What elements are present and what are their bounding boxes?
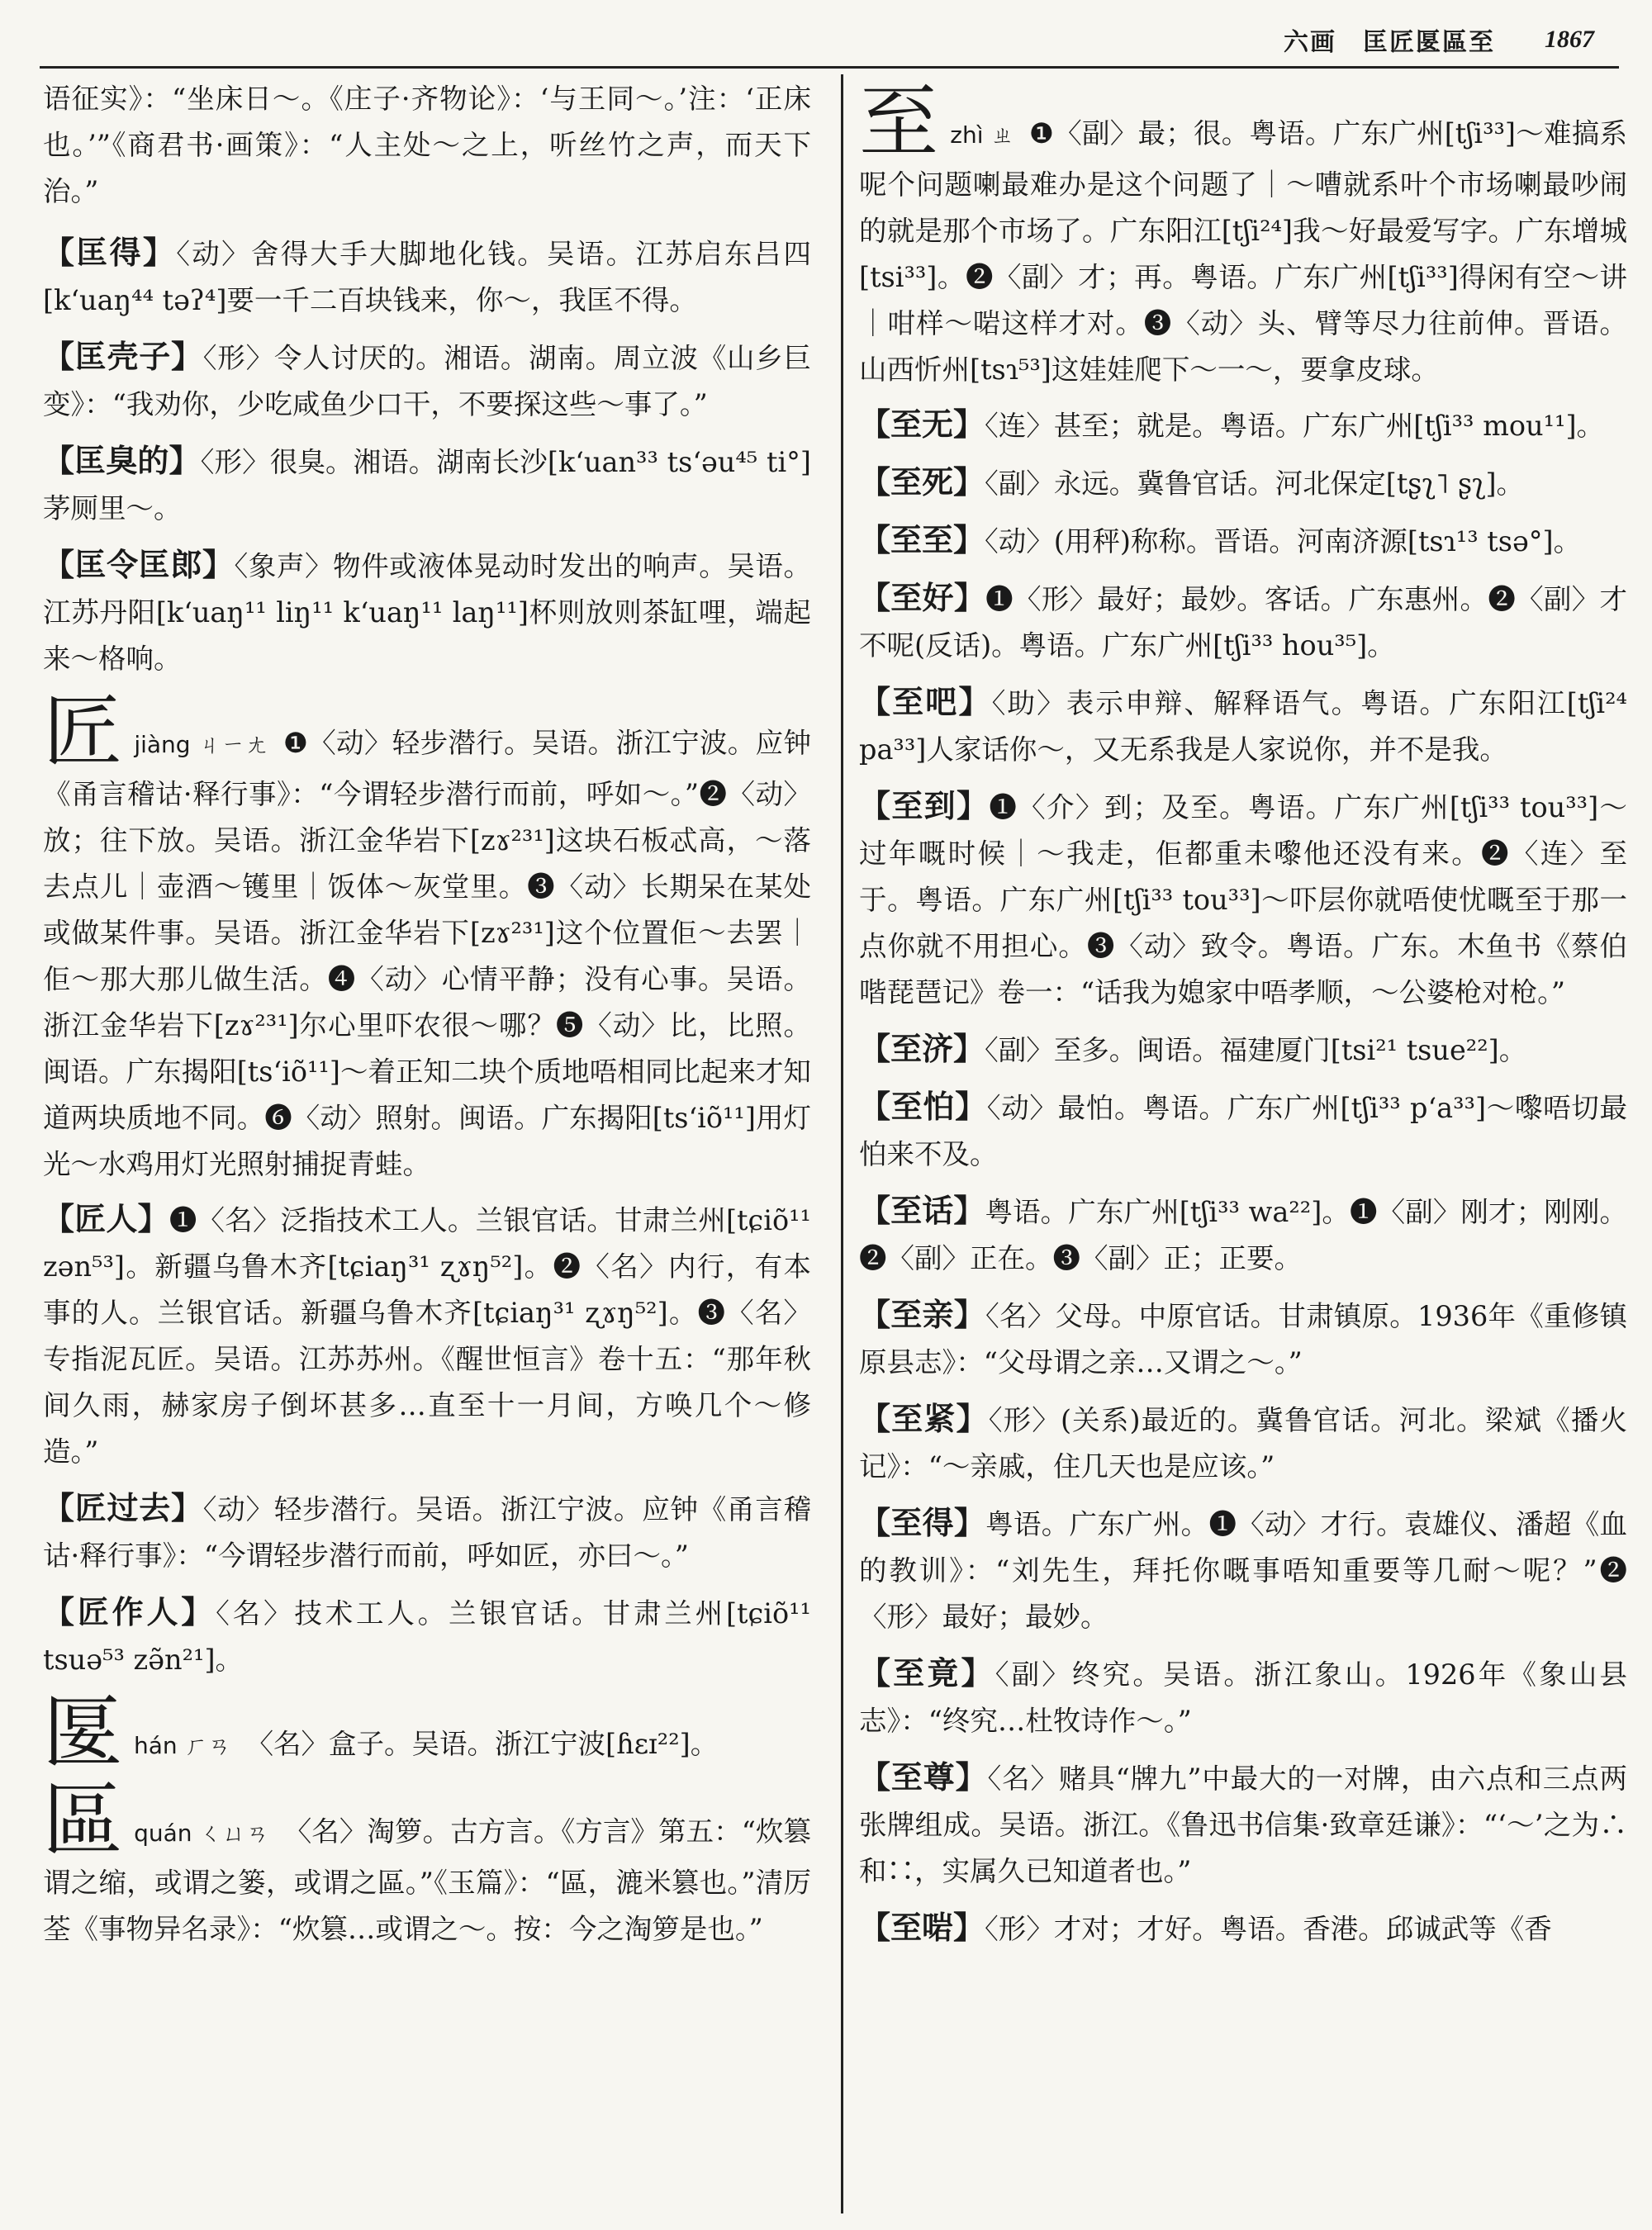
character-entry-zhi <box>859 76 1627 393</box>
pinyin: zhì ㄓ <box>950 121 1014 149</box>
head-character: 匠 <box>43 686 123 778</box>
entry <box>43 1485 811 1579</box>
entry-headword: 【匡臭的】 <box>43 442 201 479</box>
entry <box>859 1754 1627 1895</box>
entry-headword: 【至亲】 <box>859 1296 985 1333</box>
entry-body: 〈形〉才对；才好。粤语。香港。邱诚武等《香 <box>985 1913 1552 1945</box>
character-body: ❶〈副〉最；很。粤语。广东广州[tʃi³³]～难搞系呢个问题喇最难办是这个问题了｜～嘈就系叶个市场喇最吵闹的就是那个市场了。广东阳江[tʃi²⁴]我～好最爱写字。广东增城[tsi³³]。❷〈副〉才；再。粤语。广东广州[tʃi³³]得闲有空～讲｜咁样～啱这样才对。❸〈动〉头、臂等尽力往前伸。晋语。山西忻州[tsɿ⁵³]这娃娃爬下～一～，要拿皮球。 <box>859 117 1627 386</box>
head-character: 匽 <box>43 1687 122 1779</box>
entry <box>859 1396 1627 1490</box>
entry <box>859 517 1627 565</box>
entry <box>859 1292 1627 1386</box>
head-character: 至 <box>859 76 939 168</box>
entry <box>859 1026 1627 1074</box>
entry <box>43 438 811 532</box>
entry-body: 〈名〉技术工人。兰银官话。甘肃兰州[tɕiõ¹¹ tsuə⁵³ zə̃n²¹]。 <box>43 1597 811 1676</box>
entry-body: 〈象声〉物件或液体晃动时发出的响声。吴语。江苏丹阳[k‘uaŋ¹¹ liŋ¹¹ k‘uaŋ¹¹ laŋ¹¹]杯则放则茶缸哩，端起来～格响。 <box>43 550 811 675</box>
entry-headword: 【至尊】 <box>859 1758 988 1796</box>
entry-headword: 【至得】 <box>859 1504 986 1541</box>
entry <box>859 783 1627 1016</box>
head-character: 區 <box>43 1774 123 1867</box>
entry <box>43 334 811 428</box>
entry-body: ❶〈形〉最好；最妙。客话。广东惠州。❷〈副〉才不呢(反话)。粤语。广东广州[tʃi³³ hou³⁵]。 <box>859 583 1627 662</box>
entry-headword: 【匡壳子】 <box>43 338 203 375</box>
entry-body: 粤语。广东广州[tʃi³³ wa²²]。❶〈副〉刚才；刚刚。❷〈副〉正在。❸〈副〉正；正要。 <box>859 1196 1627 1274</box>
pinyin: hán ㄏㄢ <box>134 1732 231 1759</box>
column-divider <box>841 74 843 2213</box>
entry-headword: 【至死】 <box>859 463 985 501</box>
left-column <box>43 76 811 2215</box>
entry <box>43 1589 811 1683</box>
character-body: 〈名〉盒子。吴语。浙江宁波[ɦɛɪ²²]。 <box>245 1728 719 1760</box>
entry-body: 〈形〉很臭。湘语。湖南长沙[k‘uan³³ ts‘əu⁴⁵ ti°]茅厕里～。 <box>43 446 811 524</box>
entry <box>859 1500 1627 1640</box>
entry <box>859 459 1627 507</box>
entry-body: 〈副〉永远。冀鲁官话。河北保定[tʂʅ˥ ʂʅ]。 <box>985 467 1525 500</box>
entry-body: 〈形〉令人讨厌的。湘语。湖南。周立波《山乡巨变》：“我劝你，少吃咸鱼少口干，不要探这些～事了。” <box>43 342 811 420</box>
entry-headword: 【匡得】 <box>43 234 177 271</box>
entry-body: 〈动〉最怕。粤语。广东广州[tʃi³³ p‘a³³]～嚟唔切最怕来不及。 <box>859 1092 1627 1170</box>
entry-body: 〈动〉(用秤)称称。晋语。河南济源[tsɿ¹³ tsə°]。 <box>985 525 1582 558</box>
entry-body: ❶〈介〉到；及至。粤语。广东广州[tʃi³³ tou³³]～过年嘅时候｜～我走，佢都重未嚟他还没有来。❷〈连〉至于。粤语。广东广州[tʃi³³ tou³³]～吓层你就唔使忧嘅至于那一点你就不用担心。❸〈动〉致令。粤语。广东。木鱼书《蔡伯喈琵琶记》卷一：“话我为媳家中唔孝顺，～公婆枪对枪。” <box>859 791 1627 1008</box>
character-entry-han <box>43 1687 811 1779</box>
entry <box>859 1905 1627 1952</box>
entry-headword: 【匠作人】 <box>43 1593 216 1630</box>
entry-headword: 【至至】 <box>859 521 985 558</box>
entry <box>859 1650 1627 1744</box>
entry-headword: 【匠人】 <box>43 1200 169 1237</box>
entry-headword: 【至济】 <box>859 1030 985 1067</box>
entry <box>43 230 811 324</box>
entry-body: 粤语。广东广州。❶〈动〉才行。袁雄仪、潘超《血的教训》：“刘先生，拜托你嘅事唔知重要等几耐～呢？”❷〈形〉最好；最妙。 <box>859 1508 1627 1633</box>
entry-headword: 【至啱】 <box>859 1909 985 1946</box>
entry-body: 〈连〉甚至；就是。粤语。广东广州[tʃi³³ mou¹¹]。 <box>985 410 1605 442</box>
entry-headword: 【至无】 <box>859 406 985 443</box>
entry <box>859 1188 1627 1282</box>
entry-headword: 【匠过去】 <box>43 1489 203 1526</box>
page-number: 1867 <box>1545 26 1594 53</box>
character-body: ❶〈动〉轻步潜行。吴语。浙江宁波。应钟《甬言稽诂·释行事》：“今谓轻步潜行而前，呼如～。”❷〈动〉放；往下放。吴语。浙江金华岩下[zɤ²³¹]这块石板忒高，～落去点儿｜壶酒～镬里｜饭体～灰堂里。❸〈动〉长期呆在某处或做某件事。吴语。浙江金华岩下[zɤ²³¹]这个位置佢～去罢｜佢～那大那儿做生活。❹〈动〉心情平静；没有心事。吴语。浙江金华岩下[zɤ²³¹]尔心里吓农很～哪？❺〈动〉比，比照。闽语。广东揭阳[ts‘iõ¹¹]～着正知二块个质地唔相同比起来才知道两块质地不同。❻〈动〉照射。闽语。广东揭阳[ts‘iõ¹¹]用灯光～水鸡用灯光照射捕捉青蛙。 <box>43 727 811 1180</box>
entry <box>859 401 1627 449</box>
entry-body: 〈名〉赌具“牌九”中最大的一对牌，由六点和三点两张牌组成。吴语。浙江。《鲁迅书信集·致章廷谦》：“‘～’之为∴和∷，实属久已知道者也。” <box>859 1763 1627 1887</box>
entry-body: ❶〈名〉泛指技术工人。兰银官话。甘肃兰州[tɕiõ¹¹ zən⁵³]。新疆乌鲁木齐[tɕiaŋ³¹ ʐɤŋ⁵²]。❷〈名〉内行，有本事的人。兰银官话。新疆乌鲁木齐[tɕiaŋ³¹ ʐɤŋ⁵²]。❸〈名〉专指泥瓦匠。吴语。江苏苏州。《醒世恒言》卷十五：“那年秋间久雨，赫家房子倒坏甚多…直至十一月间，方唤几个～修造。” <box>43 1204 811 1468</box>
section-title: 六画 匡匠匽區至 <box>1284 28 1495 57</box>
entry-headword: 【匡令匡郎】 <box>43 546 235 583</box>
entry-body: 〈副〉至多。闽语。福建厦门[tsi²¹ tsue²²]。 <box>985 1034 1527 1066</box>
entry-body: 〈副〉终究。吴语。浙江象山。1926年《象山县志》：“终究…杜牧诗作～。” <box>859 1658 1627 1737</box>
entry-headword: 【至竟】 <box>859 1654 995 1691</box>
continuation-text: 语征实》：“坐床日～。《庄子·齐物论》：‘与王同～。’注：‘正床也。’”《商君书·画策》：“人主处～之上，听丝竹之声，而天下治。” <box>43 83 811 207</box>
entry-headword: 【至好】 <box>859 579 986 616</box>
character-body: 〈名〉淘箩。古方言。《方言》第五：“炊篡谓之缩，或谓之篓，或谓之區。”《玉篇》：“區，漉米篡也。”清厉荃《事物异名录》：“炊篡…或谓之～。按：今之淘箩是也。” <box>43 1815 811 1945</box>
pinyin: jiàng ㄐㄧㄤ <box>134 731 268 758</box>
entry-body: 〈形〉(关系)最近的。冀鲁官话。河北。梁斌《播火记》：“～亲戚，住几天也是应该。” <box>859 1404 1627 1483</box>
page-header <box>50 15 1594 64</box>
entry-headword: 【至怕】 <box>859 1088 987 1125</box>
entry-body: 〈动〉轻步潜行。吴语。浙江宁波。应钟《甬言稽诂·释行事》：“今谓轻步潜行而前，呼如匠，亦曰～。” <box>43 1493 811 1572</box>
right-column <box>859 76 1627 2215</box>
pinyin: quán ㄑㄩㄢ <box>134 1820 269 1847</box>
entry <box>859 575 1627 669</box>
character-entry-quan <box>43 1774 811 1952</box>
entry <box>859 1084 1627 1178</box>
entry <box>43 1196 811 1475</box>
entry <box>859 679 1627 773</box>
entry-body: 〈助〉表示申辩、解释语气。粤语。广东阳江[tʃi²⁴ pa³³]人家话你～，又无系我是人家说你，并不是我。 <box>859 687 1627 766</box>
entry-headword: 【至吧】 <box>859 683 992 720</box>
entry-body: 〈动〉舍得大手大脚地化钱。吴语。江苏启东吕四[k‘uaŋ⁴⁴ təʔ⁴]要一千二百块钱来，你～，我匡不得。 <box>43 238 811 316</box>
entry-body: 〈名〉父母。中原官话。甘肃镇原。1936年《重修镇原县志》：“父母谓之亲…又谓之～。” <box>859 1300 1627 1378</box>
entry-headword: 【至话】 <box>859 1192 985 1229</box>
character-entry-jiang <box>43 686 811 1188</box>
entry <box>43 542 811 682</box>
entry-headword: 【至紧】 <box>859 1400 989 1437</box>
entry-headword: 【至到】 <box>859 787 990 824</box>
header-rule <box>40 66 1619 69</box>
